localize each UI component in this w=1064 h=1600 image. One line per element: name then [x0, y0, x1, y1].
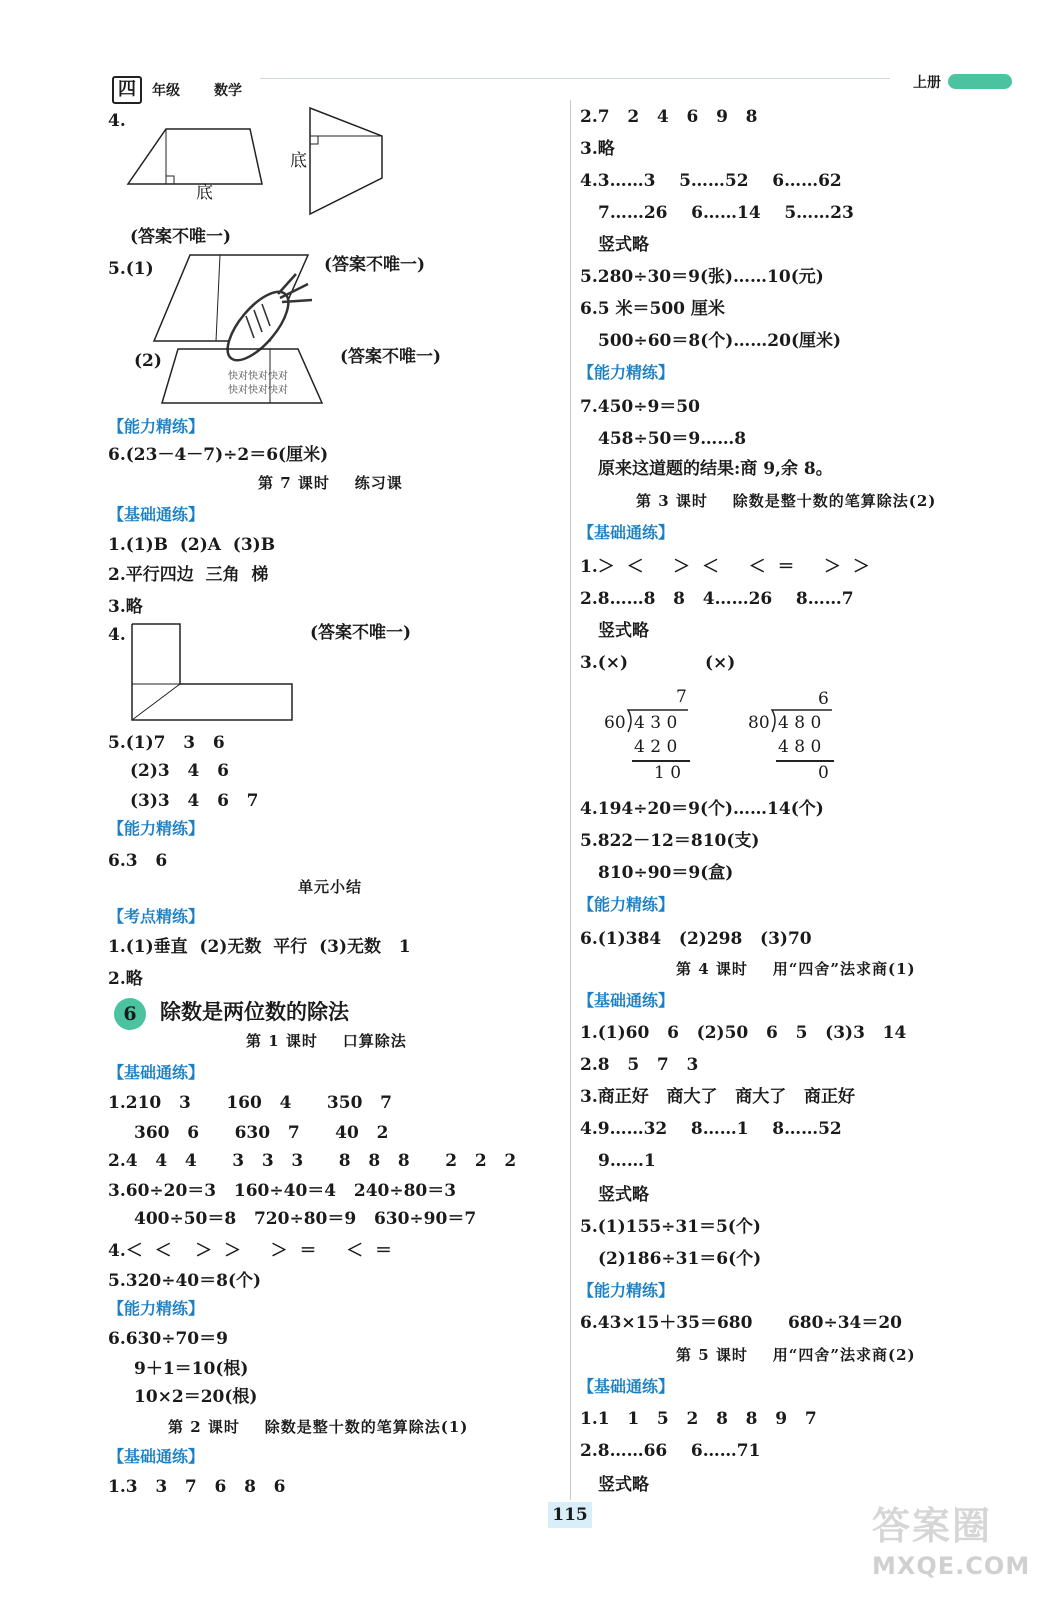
- answer-line: 2.8……66 6……71: [580, 1441, 761, 1461]
- answer-line: (3)3 4 6 7: [130, 791, 259, 811]
- division-product: 4 2 0: [634, 737, 678, 757]
- answer-line: 5.280÷30＝9(张)……10(元): [580, 267, 824, 287]
- section-tag-ability: 【能力精练】: [578, 363, 675, 382]
- answer-line: 1.3 3 7 6 8 6: [108, 1477, 286, 1497]
- unit-title: 除数是两位数的除法: [160, 999, 349, 1024]
- section-tag-basic: 【基础通练】: [108, 505, 205, 524]
- volume-label: 上册: [913, 75, 941, 91]
- q5-2-label: (2): [134, 351, 162, 371]
- answer-line: 原来这道题的结果:商 9,余 8。: [598, 459, 833, 479]
- watermark-url: MXQE.COM: [872, 1552, 1031, 1580]
- answer-line: 7……26 6……14 5……23: [598, 203, 854, 223]
- answer-line: 竖式略: [598, 1185, 649, 1205]
- answer-line: 4.3……3 5……52 6……62: [580, 171, 842, 191]
- answer-line: 6.(1)384 (2)298 (3)70: [580, 929, 812, 949]
- l7-4-note: (答案不唯一): [310, 623, 412, 643]
- division-dividend: 4 3 0: [634, 713, 678, 733]
- section-tag-basic: 【基础通练】: [108, 1063, 205, 1082]
- answer-line: (2)186÷31＝6(个): [598, 1249, 762, 1269]
- lesson-heading: 第 2 课时 除数是整十数的笔算除法(1): [168, 1418, 469, 1436]
- answer-line: 9＋1＝10(根): [134, 1359, 249, 1379]
- section-tag-ability: 【能力精练】: [108, 1299, 205, 1318]
- answer-line: 1.＞ ＜ ＞ ＜ ＜ ＝ ＞ ＞: [580, 557, 870, 577]
- header-decor: [948, 74, 1012, 89]
- header-rule: [260, 78, 890, 79]
- answer-line: 竖式略: [598, 621, 649, 641]
- answer-line: 1.(1)垂直 (2)无数 平行 (3)无数 1: [108, 937, 411, 957]
- column-divider: [570, 100, 571, 1500]
- answer-line: 2.4 4 4 3 3 3 8 8 8 2 2 2: [108, 1151, 517, 1171]
- section-tag-ability: 【能力精练】: [578, 1281, 675, 1300]
- page-header: [0, 0, 1064, 110]
- lesson-heading: 第 5 课时 用“四舍”法求商(2): [676, 1346, 916, 1364]
- section-tag-basic: 【基础通练】: [578, 523, 675, 542]
- pentagon-figure: [308, 106, 388, 216]
- answer-line: 2.7 2 4 6 9 8: [580, 107, 758, 127]
- section-tag-basic: 【基础通练】: [108, 1447, 205, 1466]
- trapezoid-figure: [126, 126, 266, 186]
- long-division-2: [748, 688, 848, 788]
- answer-line: 5.(1)7 3 6: [108, 733, 225, 753]
- answer-line: 6.5 米＝500 厘米: [580, 299, 725, 319]
- answer-line: 4.194÷20＝9(个)……14(个): [580, 799, 824, 819]
- answer-line: 500÷60＝8(个)……20(厘米): [598, 331, 842, 351]
- lesson-heading: 单元小结: [298, 878, 363, 896]
- answer-line: 5.822－12＝810(支): [580, 831, 760, 851]
- answer-line: 400÷50＝8 720÷80＝9 630÷90＝7: [134, 1209, 477, 1229]
- lesson-heading: 第 4 课时 用“四舍”法求商(1): [676, 960, 916, 978]
- watermark-text-2: 快对快对快对: [228, 385, 288, 396]
- section-tag-basic: 【基础通练】: [578, 991, 675, 1010]
- base-label-2: 底: [290, 151, 307, 171]
- answer-line: 2.平行四边 三角 梯: [108, 565, 269, 585]
- answer-line: 810÷90＝9(盒): [598, 863, 734, 883]
- division-divisor: 60: [604, 713, 626, 733]
- base-label-1: 底: [196, 183, 213, 203]
- lesson-heading: 第 3 课时 除数是整十数的笔算除法(2): [636, 492, 937, 510]
- section-tag-basic: 【基础通练】: [578, 1377, 675, 1396]
- answer-line: 2.略: [108, 969, 143, 989]
- section-tag-ability: 【能力精练】: [108, 417, 205, 436]
- grade-label: 年级: [152, 83, 180, 99]
- answer-line: 7.450÷9＝50: [580, 397, 700, 417]
- answer-line: 5.(1)155÷31＝5(个): [580, 1217, 761, 1237]
- answer-line: 10×2＝20(根): [134, 1387, 258, 1407]
- section-tag-ability: 【能力精练】: [578, 895, 675, 914]
- answer-line: 竖式略: [598, 235, 649, 255]
- q5-2-note: (答案不唯一): [340, 347, 442, 367]
- q4-note: (答案不唯一): [130, 227, 232, 247]
- answer-line: 9……1: [598, 1151, 656, 1171]
- division-divisor: 80: [748, 713, 770, 733]
- subject-label: 数学: [214, 83, 242, 99]
- unit-number-badge: 6: [114, 998, 146, 1030]
- answer-line: 竖式略: [598, 1475, 649, 1495]
- answer-line: 3.商正好 商大了 商大了 商正好: [580, 1087, 856, 1107]
- answer-line: 2.8……8 8 4……26 8……7: [580, 589, 854, 609]
- division-dividend: 4 8 0: [778, 713, 822, 733]
- answer-line: 3.60÷20＝3 160÷40＝4 240÷80＝3: [108, 1181, 457, 1201]
- division-quotient: 6: [818, 689, 829, 709]
- watermark-text-1: 快对快对快对: [228, 371, 288, 382]
- answer-line: 1.(1)B (2)A (3)B: [108, 535, 276, 555]
- q5-1-label: 5.(1): [108, 259, 154, 279]
- answer-line: 6.3 6: [108, 851, 168, 871]
- division-product: 4 8 0: [778, 737, 822, 757]
- answer-line: (2)3 4 6: [130, 761, 229, 781]
- answer-line: 3.略: [580, 139, 615, 159]
- lesson-heading: 第 1 课时 口算除法: [246, 1032, 407, 1050]
- answer-line: 1.(1)60 6 (2)50 6 5 (3)3 14: [580, 1023, 907, 1043]
- watermark-logo: 答案圈: [872, 1504, 993, 1548]
- answer-line: 3.略: [108, 597, 143, 617]
- answer-line: 6.630÷70＝9: [108, 1329, 228, 1349]
- answer-line: 458÷50＝9……8: [598, 429, 747, 449]
- division-remainder: 0: [818, 763, 829, 783]
- q4-label: 4.: [108, 111, 126, 131]
- page-number: 115: [548, 1502, 592, 1528]
- section-tag-exam: 【考点精练】: [108, 907, 205, 926]
- lesson-heading: 第 7 课时 练习课: [258, 474, 403, 492]
- answer-line: 2.8 5 7 3: [580, 1055, 699, 1075]
- answer-line: 6.(23－4－7)÷2＝6(厘米): [108, 445, 329, 465]
- answer-line: 4.＜ ＜ ＞ ＞ ＞ ＝ ＜ ＝: [108, 1241, 392, 1261]
- q5-1-note: (答案不唯一): [324, 255, 426, 275]
- l-shape-figure: [128, 622, 294, 724]
- answer-line: 3.(×) (×): [580, 653, 736, 673]
- answer-line: 4.9……32 8……1 8……52: [580, 1119, 842, 1139]
- division-quotient: 7: [676, 687, 687, 707]
- division-remainder: 1 0: [654, 763, 682, 783]
- answer-line: 6.43×15＋35＝680 680÷34＝20: [580, 1313, 903, 1333]
- answer-line: 1.1 1 5 2 8 8 9 7: [580, 1409, 817, 1429]
- answer-line: 4.: [108, 625, 126, 645]
- answer-line: 1.210 3 160 4 350 7: [108, 1093, 392, 1113]
- long-division-1: [604, 686, 704, 786]
- section-tag-ability: 【能力精练】: [108, 819, 205, 838]
- answer-line: 5.320÷40＝8(个): [108, 1271, 262, 1291]
- grade-badge: 四: [112, 76, 142, 104]
- answer-line: 360 6 630 7 40 2: [134, 1123, 389, 1143]
